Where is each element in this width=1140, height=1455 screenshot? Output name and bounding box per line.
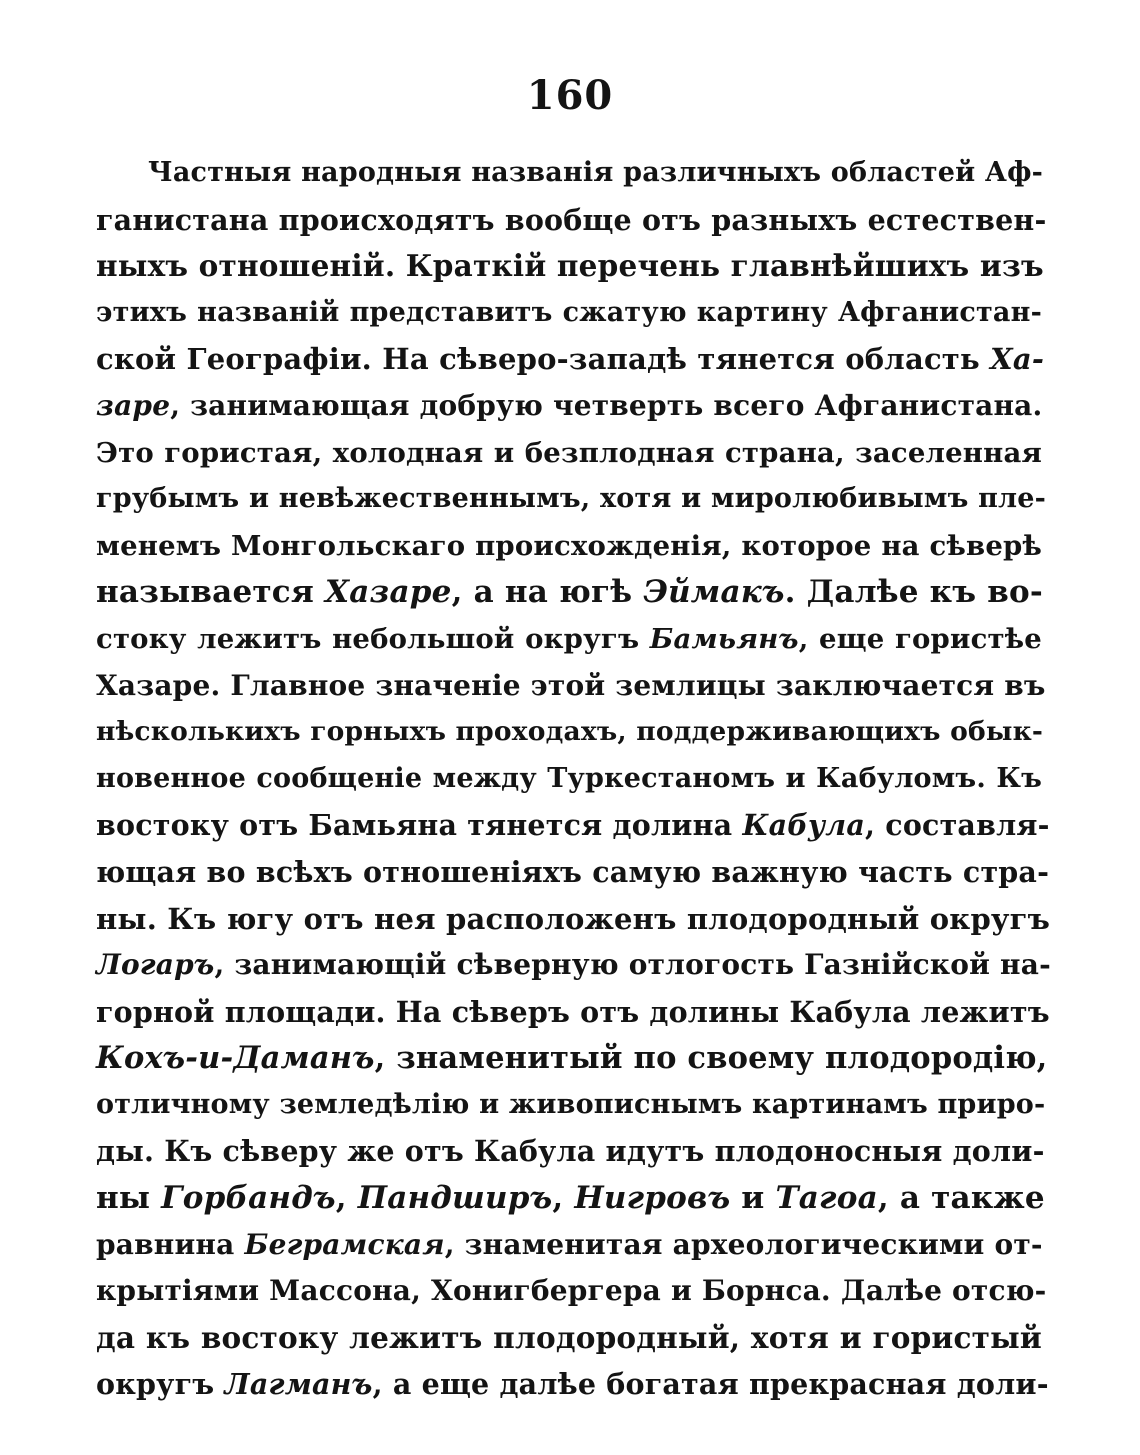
- italic-term: заре: [96, 388, 171, 422]
- italic-term: Лагманъ: [224, 1367, 373, 1402]
- italic-term: Кабула: [742, 808, 866, 843]
- text-run: , составля-: [865, 808, 1050, 843]
- text-line: [96, 849, 1050, 896]
- text-run: Это гористая, холодная и безплодная страна, заселенная: [96, 436, 1042, 469]
- text-line: [96, 663, 1046, 710]
- text-line: [96, 1361, 1049, 1408]
- italic-term: Тагоа: [775, 1180, 878, 1217]
- italic-term: Пандширъ: [357, 1180, 553, 1217]
- body-text: [96, 150, 1051, 1408]
- text-line: [96, 896, 1051, 943]
- text-run: ны. Къ югу отъ нея расположенъ плодородный округъ: [96, 901, 1051, 936]
- italic-term: Горбандъ: [161, 1180, 336, 1217]
- text-run: , занимающій сѣверную отлогость Газнійской на-: [214, 948, 1051, 982]
- text-run: ны: [96, 1180, 162, 1217]
- text-line: [96, 942, 1051, 989]
- text-run: отличному земледѣлію и живописнымъ картинамъ приро-: [96, 1088, 1046, 1120]
- text-run: , а еще далѣе богатая прекрасная доли-: [372, 1367, 1049, 1402]
- text-run: Хазаре. Главное значеніе этой землицы заключается въ: [96, 668, 1046, 702]
- text-line: [96, 989, 1050, 1036]
- italic-term: Бамьянъ: [649, 622, 799, 655]
- text-line: [96, 756, 1042, 803]
- text-run: ющая во всѣхъ отношеніяхъ самую важную часть стра-: [96, 854, 1050, 889]
- text-line: [96, 336, 1045, 383]
- text-run: , еще гористѣе: [798, 622, 1042, 655]
- page-number: 160: [526, 72, 614, 119]
- text-run: ,: [552, 1180, 575, 1217]
- text-line: [96, 150, 1042, 197]
- text-line: [96, 1268, 1047, 1315]
- text-run: стоку лежитъ небольшой округъ: [96, 622, 650, 655]
- text-line: [96, 197, 1047, 244]
- italic-term: Нигровъ: [574, 1180, 731, 1217]
- italic-term: Хазаре: [324, 574, 452, 611]
- text-run: округъ: [96, 1367, 225, 1402]
- text-run: , знаменитая археологическими от-: [444, 1227, 1043, 1261]
- text-run: новенное сообщеніе между Туркестаномъ и Кабуломъ. Къ: [96, 762, 1042, 794]
- text-line: [96, 709, 1042, 756]
- italic-term: Логаръ: [96, 948, 215, 982]
- text-line: [96, 383, 1042, 430]
- text-line: [96, 1128, 1045, 1175]
- text-line: [96, 523, 1042, 570]
- text-run: , занимающая добрую четверть всего Афганистана.: [170, 388, 1043, 422]
- text-run: ,: [335, 1180, 358, 1217]
- text-run: Частныя народныя названія различныхъ областей Аф-: [148, 157, 1044, 188]
- text-run: горной площади. На сѣверъ отъ долины Кабула лежитъ: [96, 994, 1050, 1029]
- text-run: . Далѣе къ во-: [784, 574, 1043, 611]
- italic-term: Беграмская: [244, 1227, 445, 1261]
- text-line: [96, 430, 1042, 477]
- text-run: да къ востоку лежитъ плодородный, хотя и гористый: [96, 1319, 1042, 1355]
- text-line: [96, 569, 1042, 616]
- text-line: [96, 802, 1050, 849]
- text-run: , а также: [877, 1180, 1045, 1217]
- text-line: [96, 243, 1042, 290]
- text-run: востоку отъ Бамьяна тянется долина: [96, 808, 743, 843]
- text-run: называется: [96, 574, 325, 611]
- italic-term: Кохъ-и-Даманъ: [96, 1040, 375, 1077]
- text-run: ды. Къ сѣверу же отъ Кабула идутъ плодоносныя доли-: [96, 1134, 1045, 1169]
- text-run: грубымъ и невѣжественнымъ, хотя и миролюбивымъ пле-: [96, 483, 1047, 515]
- text-run: ской Географіи. На сѣверо-западѣ тянется область: [96, 342, 991, 377]
- text-run: менемъ Монгольскаго происхожденія, которое на сѣверѣ: [96, 529, 1042, 562]
- text-run: нѣсколькихъ горныхъ проходахъ, поддерживающихъ обык-: [96, 716, 1044, 748]
- text-line: [96, 1082, 1046, 1129]
- text-line: [96, 1175, 1045, 1222]
- text-run: этихъ названій представитъ сжатую картину Афганистан-: [96, 296, 1042, 328]
- text-run: крытіями Массона, Хонигбергера и Борнса. Далѣе отсю-: [96, 1274, 1047, 1308]
- text-line: [96, 476, 1047, 523]
- text-line: [96, 616, 1042, 663]
- text-run: и: [730, 1180, 776, 1217]
- text-run: ныхъ отношеній. Краткій перечень главнѣйшихъ изъ: [96, 248, 1044, 284]
- text-line: [96, 1315, 1042, 1362]
- italic-term: Ха-: [990, 342, 1045, 377]
- text-run: равнина: [96, 1227, 245, 1261]
- text-run: , а на югѣ: [451, 574, 644, 611]
- text-line: [96, 1222, 1042, 1269]
- text-line: [96, 290, 1042, 337]
- text-run: , знаменитый по своему плодородію,: [374, 1040, 1048, 1077]
- text-line: [96, 1035, 1048, 1082]
- italic-term: Эймакъ: [643, 574, 785, 611]
- text-run: ганистана происходятъ вообще отъ разныхъ естествен-: [96, 202, 1047, 237]
